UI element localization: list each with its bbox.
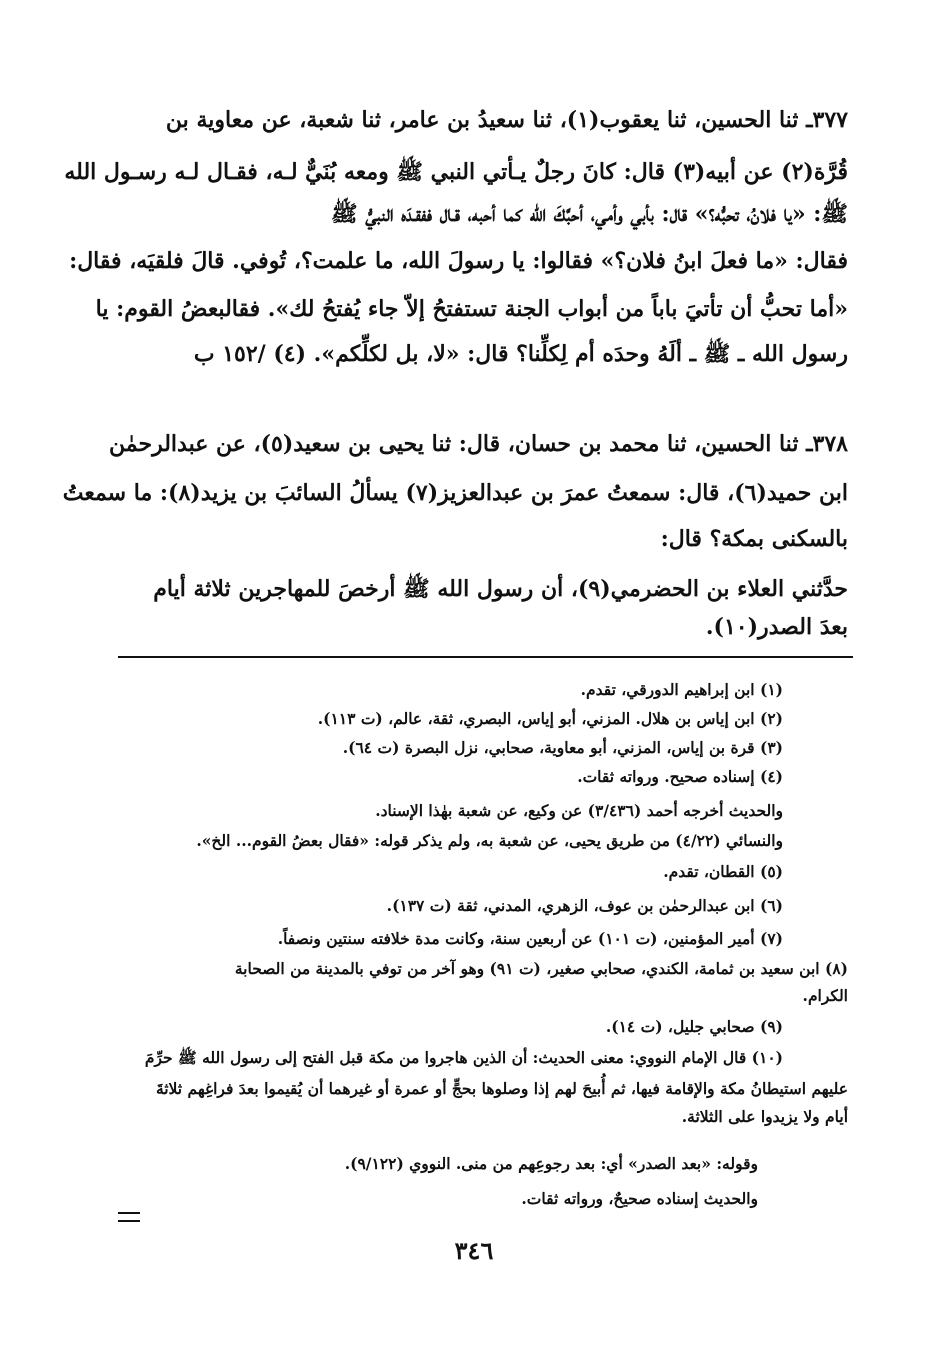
hadith-377-line-4: فقال: «ما فعلَ ابنُ فلان؟» فقالوا: يا رسولَ الله، ما علمت؟، تُوفي. قالَ فلقيَه، فقال: [69, 248, 848, 274]
footnote-4: (٤) إسناده صحيح. ورواته ثقات. [577, 767, 783, 786]
footnote-5: (٥) القطان، تقدم. [663, 862, 783, 881]
footnote-2: (٢) ابن إياس بن هلال. المزني، أبو إياس، البصري، ثقة، عالم، (ت ١١٣). [317, 709, 783, 728]
footnote-8: (٨) ابن سعيد بن ثمامة، الكندي، صحابي صغير، (ت ٩١) وهو آخر من توفي بالمدينة من الصحابة [234, 959, 848, 978]
footnote-1: (١) ابن إبراهيم الدورقي، تقدم. [580, 680, 783, 699]
hadith-377-line-1: ٣٧٧ـ ثنا الحسين، ثنا يعقوب(١)، ثنا سعيدُ بن عامر، ثنا شعبة، عن معاوية بن [165, 107, 848, 133]
page-number: ٣٤٦ [454, 1236, 494, 1265]
end-mark [118, 1212, 140, 1222]
footnote-6: (٦) ابن عبدالرحمٰن بن عوف، الزهري، المدني، ثقة (ت ١٣٧). [386, 896, 783, 915]
footnote-separator [118, 656, 853, 658]
hadith-377-line-3: ﷺ: «يا فلانُ، تحبُّه؟» قال: بأبي وأمي، أحبَّكَ الله كما أحبه، قـال ففقـدَه النبيُّ ﷺ [330, 201, 848, 227]
hadith-378-line-4: حدَّثني العلاء بن الحضرمي(٩)، أن رسول الله ﷺ أرخصَ للمهاجرين ثلاثة أيام [153, 576, 848, 602]
footnote-4-continuation-1: والحديث أخرجه أحمد (٣/٤٣٦) عن وكيع، عن شعبة بهٰذا الإسناد. [375, 801, 783, 820]
hadith-377-line-2: قُرَّة(٢) عن أبيه(٣) قال: كانَ رجلٌ يـأتي النبي ﷺ ومعه بُنَيٌّ لـه، فقـال لـه رسـول الله [64, 159, 848, 185]
footnote-7: (٧) أمير المؤمنين، (ت ١٠١) عن أربعين سنة، وكانت مدة خلافته سنتين ونصفاً. [277, 929, 783, 948]
hadith-377-line-6: رسول الله ـ ﷺ ـ ألَهُ وحدَه أم لِكلِّنا؟ قال: «لا، بل لكلِّكم». (٤) /١٥٢ ب [193, 341, 848, 367]
hadith-378-line-5: بعدَ الصدر(١٠). [705, 614, 848, 640]
footnote-10: (١٠) قال الإمام النووي: معنى الحديث: أن الذين هاجروا من مكة قبل الفتح إلى رسول الله ﷺ حرِّمَ [144, 1048, 783, 1067]
hadith-378-line-1: ٣٧٨ـ ثنا الحسين، ثنا محمد بن حسان، قال: ثنا يحيى بن سعيد(٥)، عن عبدالرحمٰن [109, 431, 848, 457]
footnote-4-continuation-2: والنسائي (٤/٢٢) من طريق يحيى، عن شعبة به، ولم يذكر قوله: «فقال بعضُ القوم... الخ». [196, 831, 783, 850]
hadith-378-line-3: بالسكنى بمكة؟ قال: [660, 526, 848, 552]
footnote-10-continuation-2: أيام ولا يزيدوا على الثلاثة. [681, 1107, 848, 1126]
footnote-10-continuation-3: وقوله: «بعد الصدر» أي: بعد رجوعِهم من منى. النووي (٩/١٢٢). [344, 1154, 758, 1173]
footnote-8-continuation: الكرام. [802, 986, 848, 1005]
footnote-10-continuation-4: والحديث إسناده صحيحٌ، ورواته ثقات. [521, 1189, 758, 1208]
footnote-9: (٩) صحابي جليل، (ت ١٤). [605, 1017, 783, 1036]
hadith-377-line-5: «أما تحبُّ أن تأتيَ باباً من أبواب الجنة تستفتحُ إلاّ جاء يُفتحُ لك». فقالبعضُ القوم: يا [95, 296, 848, 322]
hadith-378-line-2: ابن حميد(٦)، قال: سمعتُ عمرَ بن عبدالعزيز(٧) يسألُ السائبَ بن يزيد(٨): ما سمعتُ [62, 480, 848, 506]
footnote-3: (٣) قرة بن إياس، المزني، أبو معاوية، صحابي، نزل البصرة (ت ٦٤). [342, 738, 783, 757]
footnote-10-continuation-1: عليهم استيطانُ مكة والإقامة فيها، ثم أُبيحَ لهم إذا وصلوها بحجٍّ أو عمرة أو غيرهما أن يُقيموا بعدَ فراغِهم ثلاثةَ [155, 1079, 848, 1098]
